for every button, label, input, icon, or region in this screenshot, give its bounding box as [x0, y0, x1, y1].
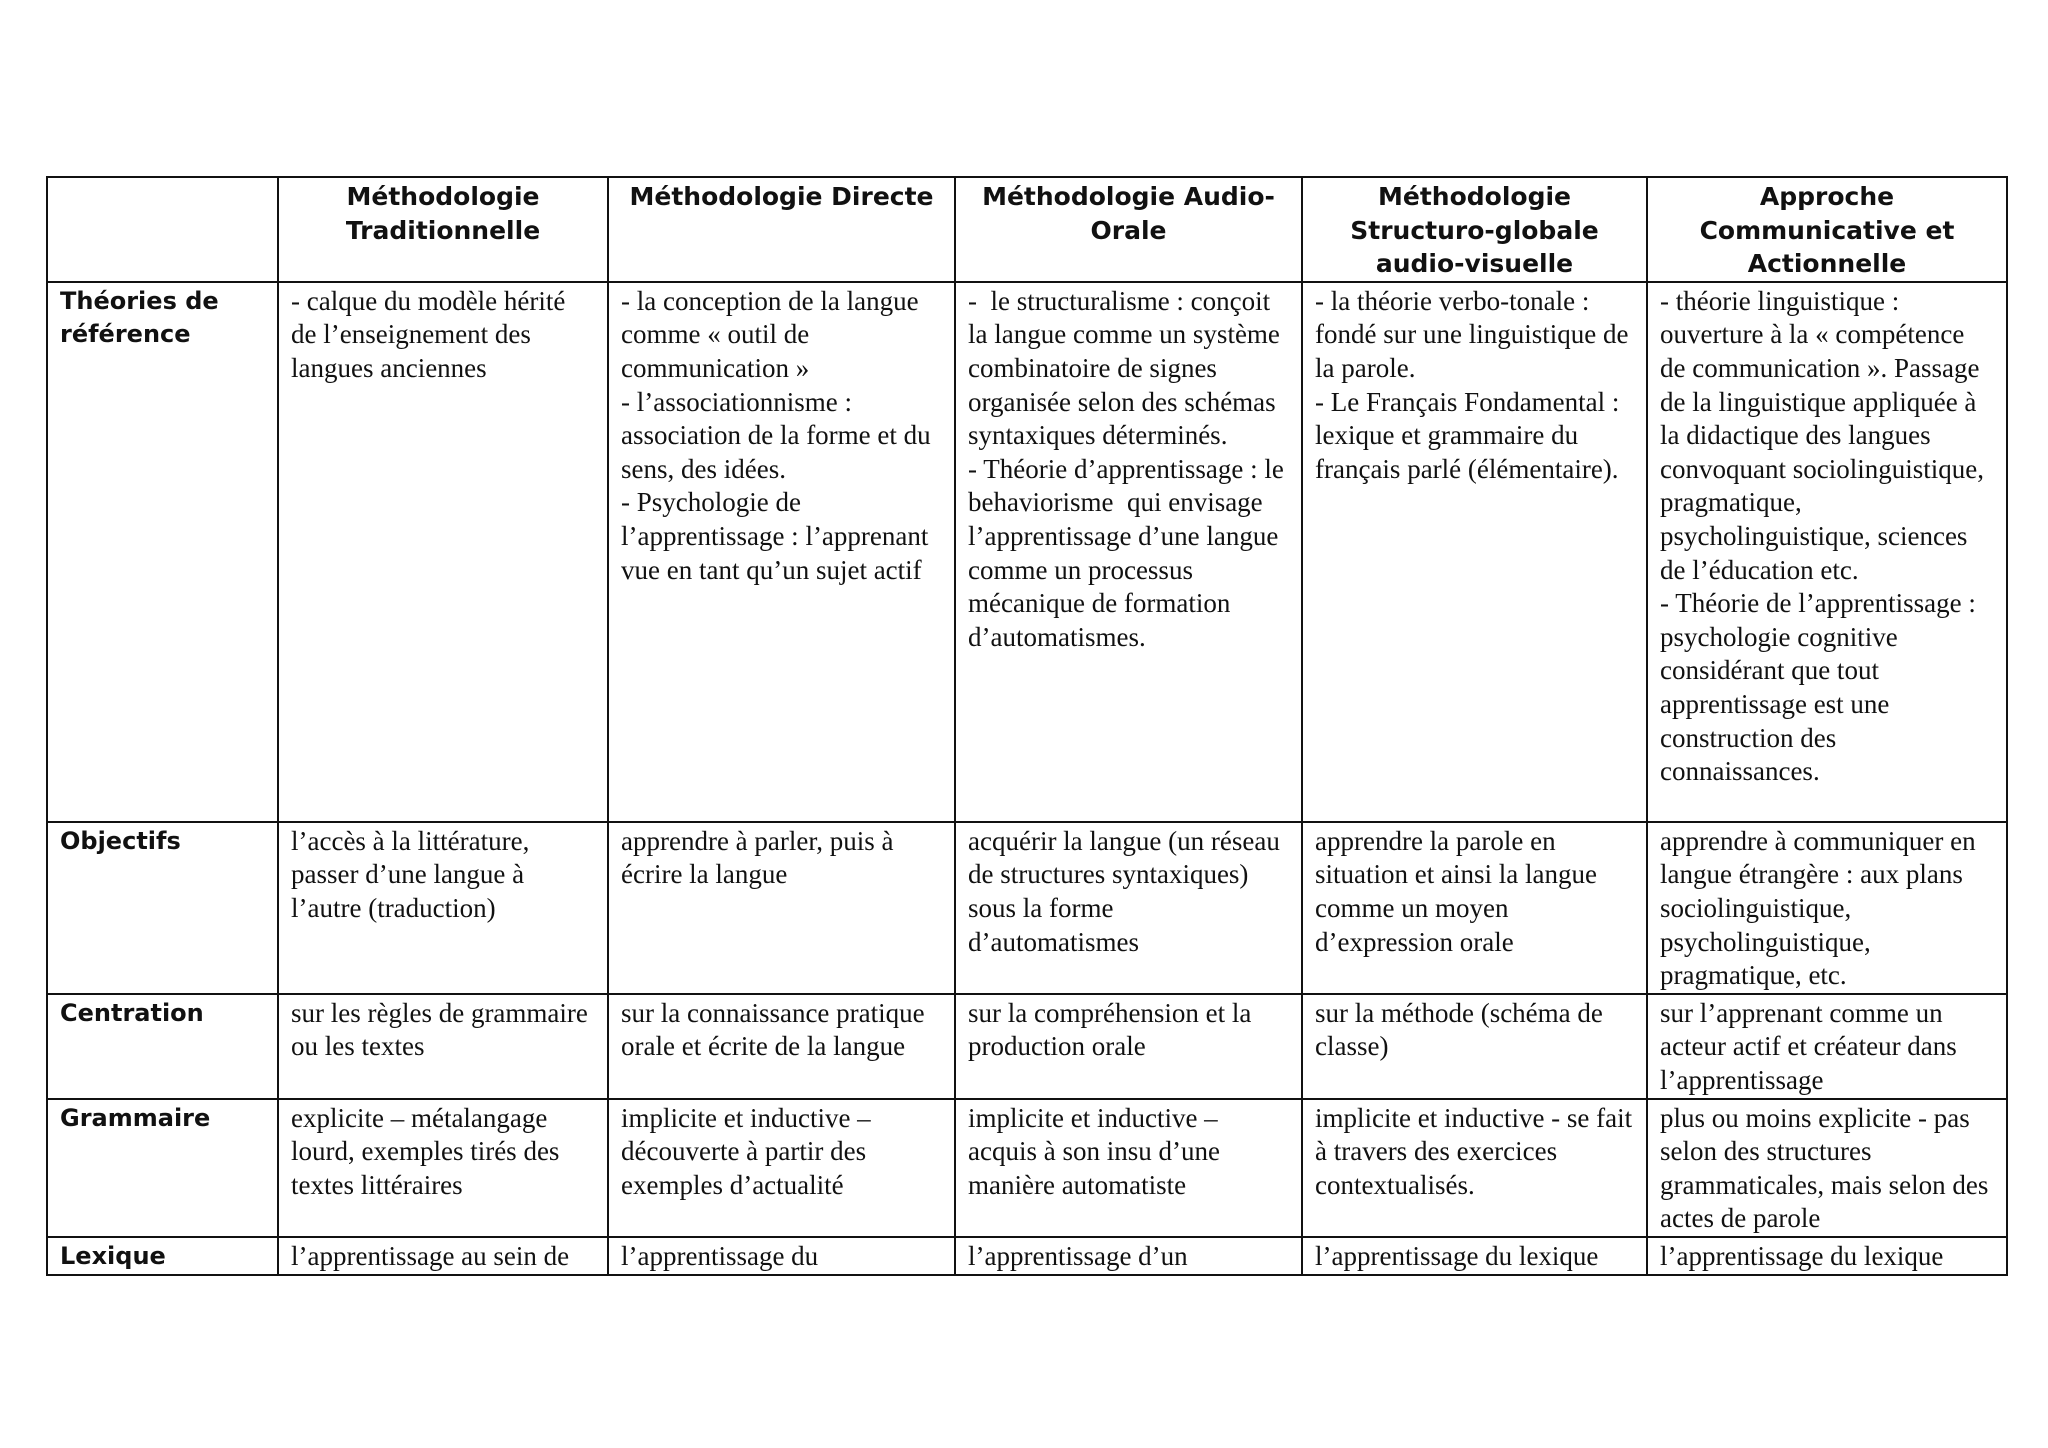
- table-row-centration: [47, 994, 2007, 1099]
- table-row-theories: [47, 282, 2007, 822]
- table-row-objectifs: [47, 822, 2007, 994]
- comparison-table-wrapper: [46, 176, 2006, 1276]
- cell-lexique-directe: l’apprentissage du: [608, 1237, 955, 1275]
- header-row: [47, 177, 2007, 282]
- cell-centration-directe: sur la connaissance pratique orale et écrite de la langue: [608, 994, 955, 1099]
- cell-theories-audio-orale: - le structuralisme : conçoit la langue comme un système combinatoire de signes organisée selon des schémas syntaxiques déterminés. - Théorie d’apprentissage : le behaviorisme qui envisage l’apprentissage d’une langue comme un processus mécanique de formation d’automatismes.: [955, 282, 1302, 822]
- cell-grammaire-structuro-globale: implicite et inductive - se fait à travers des exercices contextualisés.: [1302, 1099, 1647, 1237]
- cell-grammaire-traditionnelle: explicite – métalangage lourd, exemples tirés des textes littéraires: [278, 1099, 608, 1237]
- cell-objectifs-traditionnelle: l’accès à la littérature, passer d’une langue à l’autre (traduction): [278, 822, 608, 994]
- col-header-audio-orale: Méthodologie Audio-Orale: [955, 177, 1302, 282]
- cell-theories-directe: - la conception de la langue comme « outil de communication » - l’associationnisme : association de la forme et du sens, des idées. - Psychologie de l’apprentissage : l’apprenant vue en tant qu’un sujet actif: [608, 282, 955, 822]
- cell-lexique-communicative: l’apprentissage du lexique: [1647, 1237, 2007, 1275]
- cell-theories-structuro-globale: - la théorie verbo-tonale : fondé sur une linguistique de la parole. - Le Français Fondamental : lexique et grammaire du français parlé (élémentaire).: [1302, 282, 1647, 822]
- corner-cell: [47, 177, 278, 282]
- cell-lexique-structuro-globale: l’apprentissage du lexique: [1302, 1237, 1647, 1275]
- cell-theories-communicative: - théorie linguistique : ouverture à la « compétence de communication ». Passage de la linguistique appliquée à la didactique des langues convoquant sociolinguistique, pragmatique, psycholinguistique, sciences de l’éducation etc. - Théorie de l’apprentissage : psychologie cognitive considérant que tout apprentissage est une construction des connaissances.: [1647, 282, 2007, 822]
- row-header-theories: Théories de référence: [47, 282, 278, 822]
- row-header-grammaire: Grammaire: [47, 1099, 278, 1237]
- cell-objectifs-audio-orale: acquérir la langue (un réseau de structures syntaxiques) sous la forme d’automatismes: [955, 822, 1302, 994]
- cell-centration-traditionnelle: sur les règles de grammaire ou les textes: [278, 994, 608, 1099]
- cell-lexique-audio-orale: l’apprentissage d’un: [955, 1237, 1302, 1275]
- cell-grammaire-audio-orale: implicite et inductive – acquis à son insu d’une manière automatiste: [955, 1099, 1302, 1237]
- cell-theories-traditionnelle: - calque du modèle hérité de l’enseignement des langues anciennes: [278, 282, 608, 822]
- row-header-centration: Centration: [47, 994, 278, 1099]
- cell-centration-audio-orale: sur la compréhension et la production orale: [955, 994, 1302, 1099]
- methodology-comparison-table: [46, 176, 2008, 1276]
- table-row-lexique: [47, 1237, 2007, 1275]
- row-header-objectifs: Objectifs: [47, 822, 278, 994]
- cell-lexique-traditionnelle: l’apprentissage au sein de: [278, 1237, 608, 1275]
- col-header-traditionnelle: Méthodologie Traditionnelle: [278, 177, 608, 282]
- cell-centration-structuro-globale: sur la méthode (schéma de classe): [1302, 994, 1647, 1099]
- cell-grammaire-communicative: plus ou moins explicite - pas selon des structures grammaticales, mais selon des actes de parole: [1647, 1099, 2007, 1237]
- cell-grammaire-directe: implicite et inductive – découverte à partir des exemples d’actualité: [608, 1099, 955, 1237]
- cell-objectifs-structuro-globale: apprendre la parole en situation et ainsi la langue comme un moyen d’expression orale: [1302, 822, 1647, 994]
- col-header-directe: Méthodologie Directe: [608, 177, 955, 282]
- table-row-grammaire: [47, 1099, 2007, 1237]
- col-header-communicative: Approche Communicative et Actionnelle: [1647, 177, 2007, 282]
- cell-objectifs-directe: apprendre à parler, puis à écrire la langue: [608, 822, 955, 994]
- cell-objectifs-communicative: apprendre à communiquer en langue étrangère : aux plans sociolinguistique, psycholinguistique, pragmatique, etc.: [1647, 822, 2007, 994]
- cell-centration-communicative: sur l’apprenant comme un acteur actif et créateur dans l’apprentissage: [1647, 994, 2007, 1099]
- col-header-structuro-globale: Méthodologie Structuro-globale audio-visuelle: [1302, 177, 1647, 282]
- row-header-lexique: Lexique: [47, 1237, 278, 1275]
